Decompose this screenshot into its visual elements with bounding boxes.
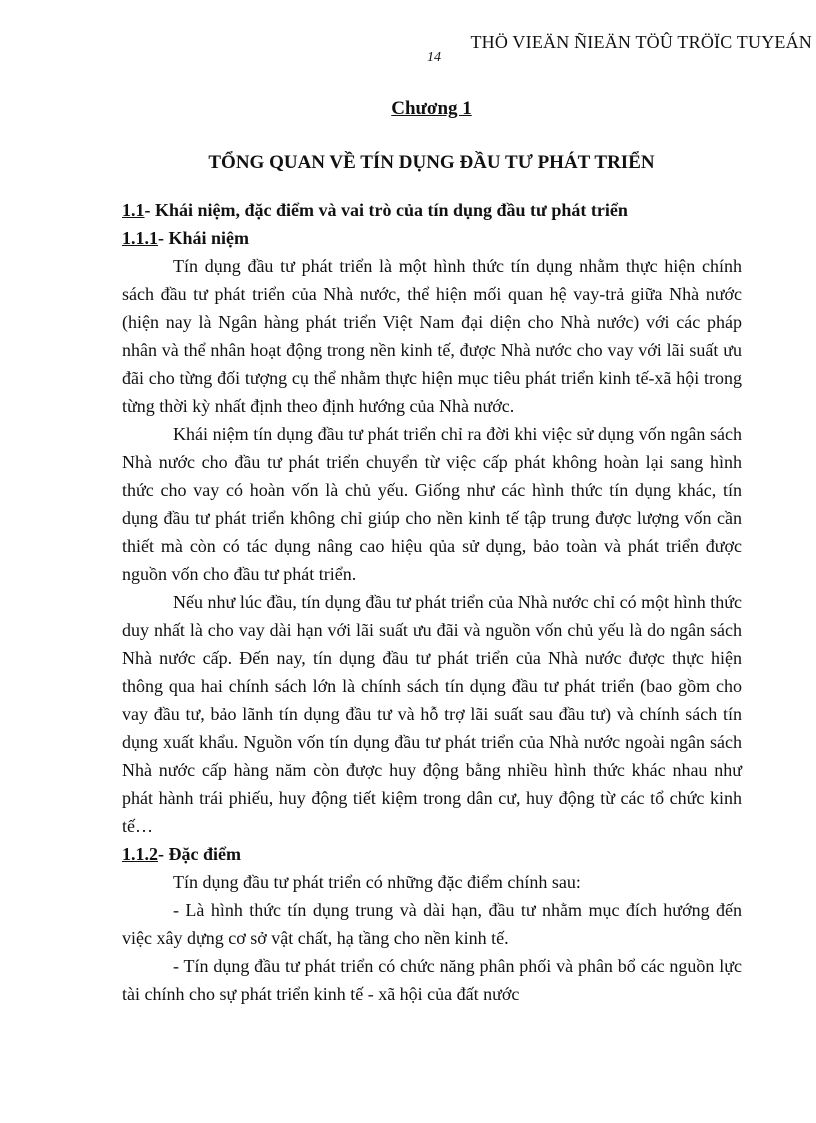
- paragraph: Tín dụng đầu tư phát triển có những đặc điểm chính sau:: [173, 872, 581, 892]
- page-number: 14: [427, 50, 441, 65]
- section-title: - Khái niệm: [158, 228, 250, 248]
- section-title: - Khái niệm, đặc điểm và vai trò của tín dụng đầu tư phát triển: [144, 200, 628, 220]
- paragraph: Nếu như lúc đầu, tín dụng đầu tư phát triển của Nhà nước chỉ có một hình thức duy nhất là cho vay dài hạn với lãi suất ưu đãi và nguồn vốn chủ yếu là do ngân sách Nhà nước cấp. Đến nay, tín dụng đầu tư phát triển của Nhà nước được thực hiện thông qua hai chính sách lớn là chính sách tín dụng đầu tư phát triển (bao gồm cho vay đầu tư, bảo lãnh tín dụng đầu tư và hỗ trợ lãi suất sau đầu tư) và chính sách tín dụng xuất khẩu. Nguồn vốn tín dụng đầu tư phát triển của Nhà nước ngoài ngân sách Nhà nước cấp hàng năm còn được huy động bằng nhiều hình thức khác nhau như phát hành trái phiếu, huy động tiết kiệm trong dân cư, huy động từ các tổ chức kinh tế…: [122, 592, 742, 836]
- paragraph: Tín dụng đầu tư phát triển là một hình thức tín dụng nhằm thực hiện chính sách đầu tư phát triển của Nhà nước, thể hiện mối quan hệ vay-trả giữa Nhà nước (hiện nay là Ngân hàng phát triển Việt Nam đại diện cho Nhà nước) với các pháp nhân và thể nhân hoạt động trong nền kinh tế, được Nhà nước cho vay với lãi suất ưu đãi cho từng đối tượng cụ thể nhằm thực hiện mục tiêu phát triển kinh tế-xã hội trong từng thời kỳ nhất định theo định hướng của Nhà nước.: [122, 256, 742, 416]
- section-heading-1-1: [122, 196, 742, 224]
- section-number: 1.1: [122, 200, 145, 220]
- document-body: [122, 196, 742, 1008]
- paragraph: Khái niệm tín dụng đầu tư phát triển chỉ ra đời khi việc sử dụng vốn ngân sách Nhà nước cho đầu tư phát triển chuyển từ việc cấp phát không hoàn lại sang hình thức cho vay có hoàn vốn là chủ yếu. Giống như các hình thức tín dụng khác, tín dụng đầu tư phát triển không chỉ giúp cho nền kinh tế tập trung được lượng vốn cần thiết mà còn có tác dụng nâng cao hiệu qủa sử dụng, bảo toàn và phát triển được nguồn vốn cho đầu tư phát triển.: [122, 424, 742, 584]
- chapter-title: TỔNG QUAN VỀ TÍN DỤNG ĐẦU TƯ PHÁT TRIỂN: [208, 152, 655, 173]
- section-heading-1-1-2: [122, 840, 742, 868]
- paragraph: - Là hình thức tín dụng trung và dài hạn, đầu tư nhằm mục đích hướng đến việc xây dựng cơ sở vật chất, hạ tầng cho nền kinh tế.: [122, 900, 742, 948]
- section-heading-1-1-1: [122, 224, 742, 252]
- library-banner: THÖ VIEÄN ÑIEÄN TÖÛ TRÖÏC TUYEÁN: [470, 32, 812, 52]
- section-title: - Đặc điểm: [158, 844, 241, 864]
- section-number: 1.1.2: [122, 844, 158, 864]
- paragraph: - Tín dụng đầu tư phát triển có chức năng phân phối và phân bổ các nguồn lực tài chính cho sự phát triển kinh tế - xã hội của đất nước: [122, 956, 742, 1004]
- chapter-label: Chương 1: [391, 98, 472, 119]
- section-number: 1.1.1: [122, 228, 158, 248]
